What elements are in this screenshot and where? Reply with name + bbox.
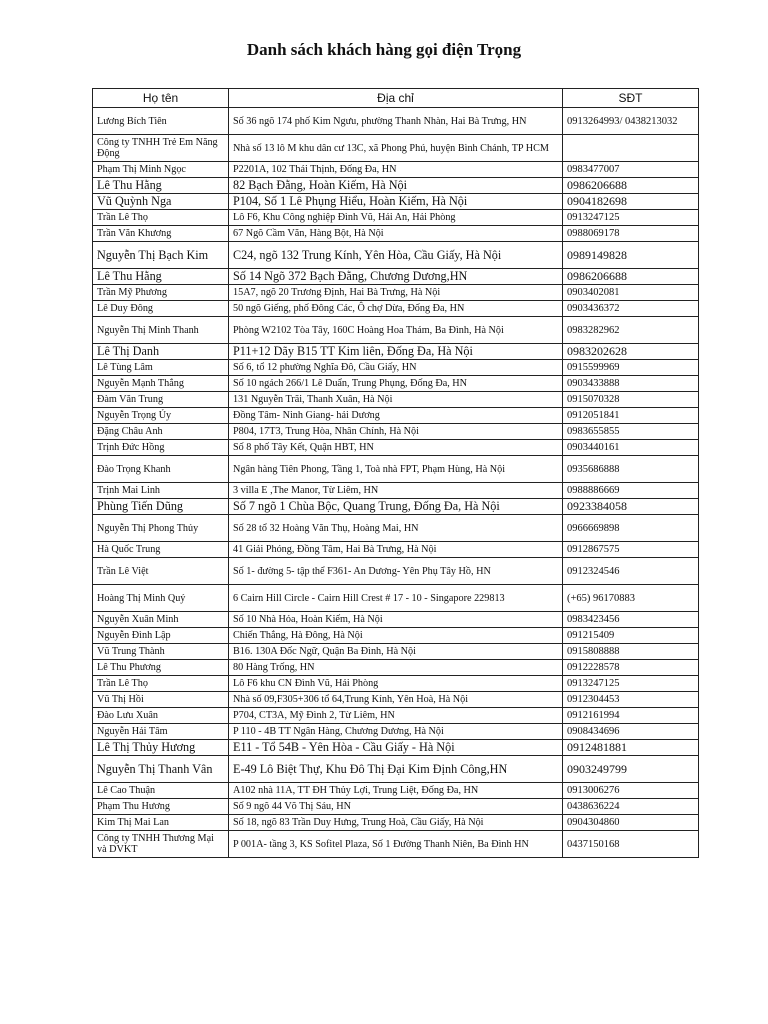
cell-name: Đào Lưu Xuân — [93, 708, 229, 724]
table-row — [93, 815, 699, 831]
cell-name: Phùng Tiến Dũng — [93, 499, 229, 515]
cell-phone: 0437150168 — [563, 831, 699, 858]
cell-address: Số 10 ngách 266/1 Lê Duẩn, Trung Phụng, Đống Đa, HN — [229, 376, 563, 392]
table-row — [93, 628, 699, 644]
cell-address: 15A7, ngõ 20 Trương Định, Hai Bà Trưng, Hà Nội — [229, 285, 563, 301]
cell-phone: 0988069178 — [563, 226, 699, 242]
cell-name: Trịnh Đức Hồng — [93, 440, 229, 456]
table-row — [93, 162, 699, 178]
cell-address: Ngân hàng Tiên Phong, Tầng 1, Toà nhà FPT, Phạm Hùng, Hà Nội — [229, 456, 563, 483]
cell-name: Trần Mỹ Phương — [93, 285, 229, 301]
table-row — [93, 408, 699, 424]
cell-name: Trần Lê Thọ — [93, 210, 229, 226]
column-header-phone: SĐT — [563, 89, 699, 108]
cell-address: 50 ngõ Giếng, phố Đông Các, Ô chợ Dừa, Đống Đa, HN — [229, 301, 563, 317]
cell-name: Lê Tùng Lâm — [93, 360, 229, 376]
cell-phone: 0983202628 — [563, 344, 699, 360]
cell-name: Đào Trọng Khanh — [93, 456, 229, 483]
cell-phone: 0983477007 — [563, 162, 699, 178]
table-row — [93, 483, 699, 499]
column-header-name: Họ tên — [93, 89, 229, 108]
table-row — [93, 708, 699, 724]
cell-name: Nguyễn Thị Thanh Vân — [93, 756, 229, 783]
cell-name: Nguyễn Trọng Ủy — [93, 408, 229, 424]
cell-address: Số 18, ngõ 83 Trần Duy Hưng, Trung Hoà, Cầu Giấy, Hà Nội — [229, 815, 563, 831]
cell-address: P704, CT3A, Mỹ Đình 2, Từ Liêm, HN — [229, 708, 563, 724]
cell-name: Lê Thị Danh — [93, 344, 229, 360]
table-row — [93, 178, 699, 194]
cell-phone: 0912228578 — [563, 660, 699, 676]
table-row — [93, 831, 699, 858]
table-row — [93, 108, 699, 135]
table-row — [93, 135, 699, 162]
table-row — [93, 344, 699, 360]
cell-address: 80 Hàng Trống, HN — [229, 660, 563, 676]
table-row — [93, 242, 699, 269]
cell-phone: 0912324546 — [563, 558, 699, 585]
cell-phone: 0913264993/ 0438213032 — [563, 108, 699, 135]
cell-name: Công ty TNHH Thương Mại và DVKT — [93, 831, 229, 858]
table-row — [93, 542, 699, 558]
table-row — [93, 317, 699, 344]
cell-address: Lô F6, Khu Công nghiệp Đình Vũ, Hải An, Hải Phòng — [229, 210, 563, 226]
cell-phone: 0903436372 — [563, 301, 699, 317]
cell-phone: 0983655855 — [563, 424, 699, 440]
cell-address: 41 Giải Phóng, Đồng Tâm, Hai Bà Trưng, Hà Nội — [229, 542, 563, 558]
cell-address: Số 36 ngõ 174 phố Kim Ngưu, phường Thanh Nhàn, Hai Bà Trưng, HN — [229, 108, 563, 135]
table-row — [93, 440, 699, 456]
cell-name: Vũ Thị Hồi — [93, 692, 229, 708]
table-row — [93, 676, 699, 692]
cell-address: Phòng W2102 Tòa Tây, 160C Hoàng Hoa Thám, Ba Đình, Hà Nội — [229, 317, 563, 344]
column-header-address: Địa chỉ — [229, 89, 563, 108]
cell-address: 3 villa E ,The Manor, Từ Liêm, HN — [229, 483, 563, 499]
cell-phone: 0986206688 — [563, 269, 699, 285]
cell-name: Nguyễn Đình Lập — [93, 628, 229, 644]
table-row — [93, 756, 699, 783]
table-row — [93, 799, 699, 815]
cell-phone — [563, 135, 699, 162]
cell-phone: 0912161994 — [563, 708, 699, 724]
cell-phone: 0988886669 — [563, 483, 699, 499]
table-row — [93, 285, 699, 301]
cell-phone: 0989149828 — [563, 242, 699, 269]
cell-name: Lê Thu Hằng — [93, 178, 229, 194]
cell-phone: 0915599969 — [563, 360, 699, 376]
cell-address: Số 7 ngõ 1 Chùa Bộc, Quang Trung, Đống Đa, Hà Nội — [229, 499, 563, 515]
cell-address: Số 8 phố Tây Kết, Quận HBT, HN — [229, 440, 563, 456]
cell-name: Trần Lê Thọ — [93, 676, 229, 692]
cell-phone: 0912481881 — [563, 740, 699, 756]
cell-address: B16. 130A Đốc Ngữ, Quận Ba Đình, Hà Nội — [229, 644, 563, 660]
cell-phone: 0904304860 — [563, 815, 699, 831]
table-row — [93, 499, 699, 515]
table-row — [93, 226, 699, 242]
cell-address: E-49 Lô Biệt Thự, Khu Đô Thị Đại Kim Định Công,HN — [229, 756, 563, 783]
cell-name: Trịnh Mai Linh — [93, 483, 229, 499]
cell-address: Số 1- đường 5- tập thể F361- An Dương- Yên Phụ Tây Hồ, HN — [229, 558, 563, 585]
cell-name: Đặng Châu Anh — [93, 424, 229, 440]
table-row — [93, 194, 699, 210]
cell-address: 131 Nguyễn Trãi, Thanh Xuân, Hà Nội — [229, 392, 563, 408]
cell-name: Nguyễn Thị Minh Thanh — [93, 317, 229, 344]
cell-address: P804, 17T3, Trung Hòa, Nhân Chính, Hà Nội — [229, 424, 563, 440]
cell-address: P 001A- tầng 3, KS Sofitel Plaza, Số 1 Đường Thanh Niên, Ba Đình HN — [229, 831, 563, 858]
table-row — [93, 392, 699, 408]
cell-phone: 0912051841 — [563, 408, 699, 424]
cell-address: Nhà số 09,F305+306 tổ 64,Trung Kính, Yên Hoà, Hà Nội — [229, 692, 563, 708]
cell-phone: 0903402081 — [563, 285, 699, 301]
cell-phone: 0904182698 — [563, 194, 699, 210]
cell-address: Số 14 Ngõ 372 Bạch Đằng, Chương Dương,HN — [229, 269, 563, 285]
cell-address: 82 Bạch Đằng, Hoàn Kiếm, Hà Nội — [229, 178, 563, 194]
cell-name: Nguyễn Xuân Minh — [93, 612, 229, 628]
cell-phone: 0438636224 — [563, 799, 699, 815]
cell-phone: 0983423456 — [563, 612, 699, 628]
table-row — [93, 269, 699, 285]
table-row — [93, 456, 699, 483]
table-row — [93, 376, 699, 392]
cell-name: Trần Lê Việt — [93, 558, 229, 585]
cell-name: Vũ Trung Thành — [93, 644, 229, 660]
cell-name: Hà Quốc Trung — [93, 542, 229, 558]
cell-name: Lê Cao Thuận — [93, 783, 229, 799]
cell-phone: 0912304453 — [563, 692, 699, 708]
cell-name: Kim Thị Mai Lan — [93, 815, 229, 831]
table-row — [93, 301, 699, 317]
cell-address: A102 nhà 11A, TT ĐH Thủy Lợi, Trung Liệt, Đống Đa, HN — [229, 783, 563, 799]
cell-name: Hoàng Thị Minh Quý — [93, 585, 229, 612]
cell-name: Lê Duy Đông — [93, 301, 229, 317]
cell-name: Công ty TNHH Trẻ Em Năng Động — [93, 135, 229, 162]
cell-name: Lê Thu Phương — [93, 660, 229, 676]
cell-name: Nguyễn Mạnh Thắng — [93, 376, 229, 392]
cell-name: Lê Thị Thủy Hương — [93, 740, 229, 756]
cell-name: Phạm Thị Minh Ngọc — [93, 162, 229, 178]
cell-address: 6 Cairn Hill Circle - Cairn Hill Crest # 17 - 10 - Singapore 229813 — [229, 585, 563, 612]
table-row — [93, 210, 699, 226]
cell-phone: 0903249799 — [563, 756, 699, 783]
cell-address: Số 28 tổ 32 Hoàng Văn Thụ, Hoàng Mai, HN — [229, 515, 563, 542]
cell-phone: 0913247125 — [563, 210, 699, 226]
cell-phone: 0903440161 — [563, 440, 699, 456]
cell-phone: 0915808888 — [563, 644, 699, 660]
cell-address: Số 9 ngõ 44 Võ Thị Sáu, HN — [229, 799, 563, 815]
cell-phone: 0935686888 — [563, 456, 699, 483]
cell-address: P104, Số 1 Lê Phụng Hiểu, Hoàn Kiếm, Hà Nội — [229, 194, 563, 210]
table-row — [93, 360, 699, 376]
table-row — [93, 740, 699, 756]
cell-address: P11+12 Dãy B15 TT Kim liên, Đống Đa, Hà Nội — [229, 344, 563, 360]
cell-address: Nhà số 13 lô M khu dân cư 13C, xã Phong Phú, huyện Bình Chánh, TP HCM — [229, 135, 563, 162]
cell-name: Đàm Văn Trung — [93, 392, 229, 408]
cell-name: Phạm Thu Hương — [93, 799, 229, 815]
customer-table — [92, 88, 699, 858]
cell-phone: 0903433888 — [563, 376, 699, 392]
cell-address: P2201A, 102 Thái Thịnh, Đống Đa, HN — [229, 162, 563, 178]
cell-phone: 0966669898 — [563, 515, 699, 542]
cell-phone: 091215409 — [563, 628, 699, 644]
cell-address: Đồng Tâm- Ninh Giang- hải Dương — [229, 408, 563, 424]
cell-phone: 0986206688 — [563, 178, 699, 194]
table-row — [93, 585, 699, 612]
cell-name: Nguyễn Hải Tâm — [93, 724, 229, 740]
table-row — [93, 783, 699, 799]
cell-address: E11 - Tổ 54B - Yên Hòa - Cầu Giấy - Hà Nội — [229, 740, 563, 756]
cell-address: 67 Ngõ Cầm Văn, Hàng Bột, Hà Nội — [229, 226, 563, 242]
table-row — [93, 692, 699, 708]
cell-phone: 0908434696 — [563, 724, 699, 740]
table-row — [93, 558, 699, 585]
table-row — [93, 424, 699, 440]
cell-address: P 110 - 4B TT Ngân Hàng, Chương Dương, Hà Nội — [229, 724, 563, 740]
cell-phone: 0913247125 — [563, 676, 699, 692]
cell-phone: (+65) 96170883 — [563, 585, 699, 612]
cell-name: Nguyễn Thị Phong Thủy — [93, 515, 229, 542]
cell-address: C24, ngõ 132 Trung Kính, Yên Hòa, Cầu Giấy, Hà Nội — [229, 242, 563, 269]
cell-name: Nguyễn Thị Bạch Kim — [93, 242, 229, 269]
cell-address: Lô F6 khu CN Đình Vũ, Hải Phòng — [229, 676, 563, 692]
cell-phone: 0923384058 — [563, 499, 699, 515]
cell-name: Trần Văn Khương — [93, 226, 229, 242]
table-row — [93, 515, 699, 542]
table-row — [93, 660, 699, 676]
cell-phone: 0912867575 — [563, 542, 699, 558]
table-header-row — [93, 89, 699, 108]
cell-phone: 0915070328 — [563, 392, 699, 408]
table-row — [93, 612, 699, 628]
cell-address: Số 6, tổ 12 phường Nghĩa Đô, Cầu Giấy, HN — [229, 360, 563, 376]
table-row — [93, 724, 699, 740]
cell-name: Lê Thu Hằng — [93, 269, 229, 285]
cell-phone: 0913006276 — [563, 783, 699, 799]
cell-address: Số 10 Nhà Hỏa, Hoàn Kiếm, Hà Nội — [229, 612, 563, 628]
cell-phone: 0983282962 — [563, 317, 699, 344]
cell-name: Vũ Quỳnh Nga — [93, 194, 229, 210]
cell-address: Chiến Thắng, Hà Đông, Hà Nội — [229, 628, 563, 644]
page-title: Danh sách khách hàng gọi điện Trọng — [246, 40, 522, 59]
cell-name: Lương Bích Tiên — [93, 108, 229, 135]
table-row — [93, 644, 699, 660]
